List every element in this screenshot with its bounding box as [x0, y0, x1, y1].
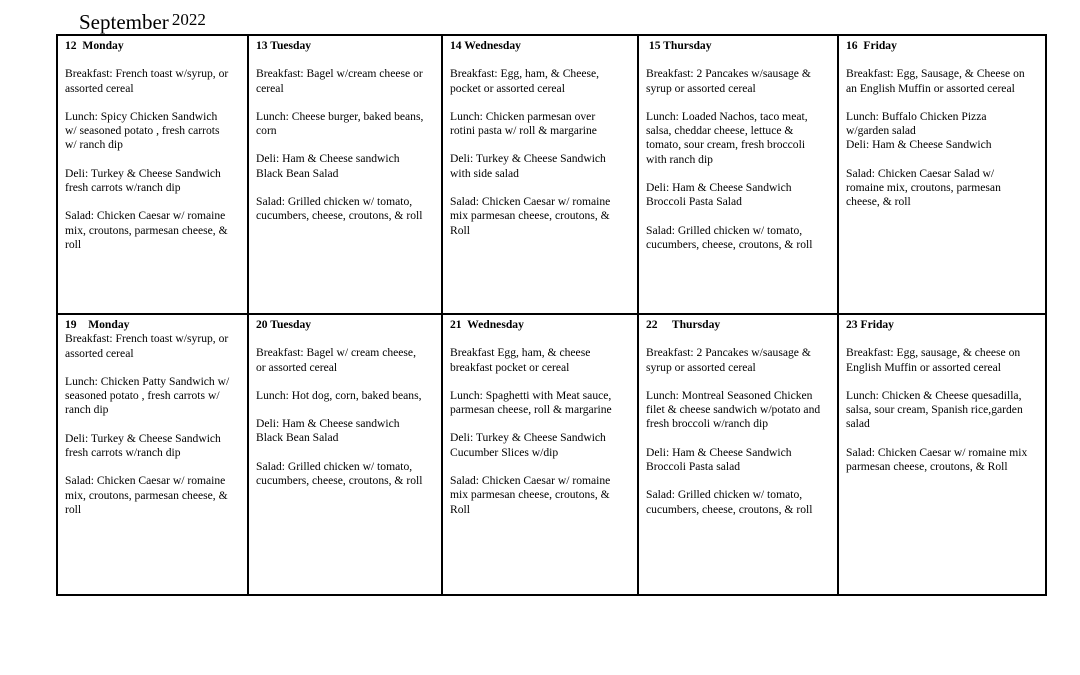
meal-item: Breakfast: Bagel w/cream cheese or cereal	[256, 67, 423, 95]
meal-item: Lunch: Loaded Nachos, taco meat, salsa, cheddar cheese, lettuce & tomato, sour cream, fresh broccoli with ranch dip	[646, 109, 808, 166]
meal-item: Breakfast Egg, ham, & cheese breakfast pocket or cereal	[450, 346, 591, 374]
meal-item: Deli: Ham & Cheese Sandwich Broccoli Pasta Salad	[646, 181, 792, 209]
meal-item: Deli: Ham & Cheese sandwich Black Bean Salad	[256, 417, 400, 445]
meal-item: Lunch: Spicy Chicken Sandwich w/ seasoned potato , fresh carrots w/ ranch dip	[65, 109, 220, 152]
day-heading: 21 Wednesday	[450, 318, 524, 331]
day-heading: 20 Tuesday	[256, 318, 312, 331]
meal-item: Lunch: Spaghetti with Meat sauce, parmesan cheese, roll & margarine	[450, 388, 612, 417]
day-cell	[249, 36, 443, 315]
meal-item: Deli: Turkey & Cheese Sandwich fresh carrots w/ranch dip	[65, 431, 221, 460]
meal-item: Breakfast: Egg, Sausage, & Cheese on an English Muffin or assorted cereal	[846, 67, 1025, 95]
meal-item: Salad: Chicken Caesar w/ romaine mix parmesan cheese, croutons, & Roll	[450, 195, 611, 237]
meal-item: Salad: Chicken Caesar w/ romaine mix, croutons, parmesan cheese, & roll	[65, 474, 228, 516]
day-heading: 15 Thursday	[646, 39, 712, 52]
day-heading: 22 Thursday	[646, 318, 721, 331]
meal-item: Breakfast: French toast w/syrup, or assorted cereal	[65, 332, 229, 360]
day-cell	[639, 315, 839, 594]
day-cell	[58, 36, 249, 315]
meal-item: Deli: Turkey & Cheese Sandwich Cucumber Slices w/dip	[450, 431, 606, 459]
meal-item: Lunch: Chicken & Cheese quesadilla, salsa, sour cream, Spanish rice,garden salad	[846, 388, 1023, 431]
day-heading: 13 Tuesday	[256, 39, 312, 52]
meal-item: Deli: Turkey & Cheese Sandwich with side salad	[450, 152, 606, 180]
meal-item: Breakfast: Egg, ham, & Cheese, pocket or assorted cereal	[450, 67, 600, 95]
meal-item: Salad: Chicken Caesar w/ romaine mix, croutons, parmesan cheese, & roll	[65, 209, 228, 251]
day-cell	[443, 36, 639, 315]
meal-item: Breakfast: Bagel w/ cream cheese, or assorted cereal	[256, 346, 416, 374]
meal-item: Lunch: Buffalo Chicken Pizza w/garden salad Deli: Ham & Cheese Sandwich	[846, 109, 992, 152]
meal-item: Salad: Chicken Caesar Salad w/ romaine mix, croutons, parmesan cheese, & roll	[846, 166, 1001, 209]
page-title	[79, 6, 206, 36]
year-label: 2022	[171, 10, 206, 29]
day-heading: 16 Friday	[846, 39, 897, 52]
day-heading: 14 Wednesday	[450, 39, 521, 52]
meal-item: Deli: Ham & Cheese sandwich Black Bean Salad	[256, 152, 400, 180]
meal-item: Salad: Grilled chicken w/ tomato, cucumbers, cheese, croutons, & roll	[646, 488, 813, 516]
day-cell	[839, 36, 1045, 315]
month-label: September	[79, 10, 169, 34]
menu-calendar-table	[56, 34, 1047, 596]
meal-item: Salad: Grilled chicken w/ tomato, cucumbers, cheese, croutons, & roll	[256, 195, 423, 223]
day-cell	[639, 36, 839, 315]
day-heading: 12 Monday	[65, 39, 124, 52]
meal-item: Deli: Ham & Cheese Sandwich Broccoli Pasta salad	[646, 445, 792, 474]
day-cell	[58, 315, 249, 594]
meal-item: Breakfast: 2 Pancakes w/sausage & syrup or assorted cereal	[646, 346, 811, 374]
day-heading: 23 Friday	[846, 318, 894, 331]
meal-item: Breakfast: 2 Pancakes w/sausage & syrup or assorted cereal	[646, 67, 811, 95]
meal-item: Lunch: Montreal Seasoned Chicken filet & cheese sandwich w/potato and fresh broccoli w/ranch dip	[646, 388, 821, 431]
day-cell	[249, 315, 443, 594]
day-cell	[839, 315, 1045, 594]
meal-item: Salad: Chicken Caesar w/ romaine mix parmesan cheese, croutons, & Roll	[450, 474, 611, 516]
meal-item: Lunch: Cheese burger, baked beans, corn	[256, 109, 424, 138]
day-cell	[443, 315, 639, 594]
meal-item: Deli: Turkey & Cheese Sandwich fresh carrots w/ranch dip	[65, 166, 221, 195]
meal-item: Lunch: Hot dog, corn, baked beans,	[256, 388, 422, 402]
day-heading: 19 Monday	[65, 318, 130, 331]
meal-item: Salad: Grilled chicken w/ tomato, cucumbers, cheese, croutons, & roll	[646, 223, 813, 251]
meal-item: Breakfast: French toast w/syrup, or assorted cereal	[65, 67, 229, 95]
meal-item: Salad: Chicken Caesar w/ romaine mix parmesan cheese, croutons, & Roll	[846, 445, 1028, 474]
meal-item: Breakfast: Egg, sausage, & cheese on English Muffin or assorted cereal	[846, 346, 1021, 374]
meal-item: Lunch: Chicken parmesan over rotini pasta w/ roll & margarine	[450, 109, 597, 138]
meal-item: Salad: Grilled chicken w/ tomato, cucumbers, cheese, croutons, & roll	[256, 459, 423, 488]
meal-item: Lunch: Chicken Patty Sandwich w/ seasoned potato , fresh carrots w/ ranch dip	[65, 374, 230, 417]
